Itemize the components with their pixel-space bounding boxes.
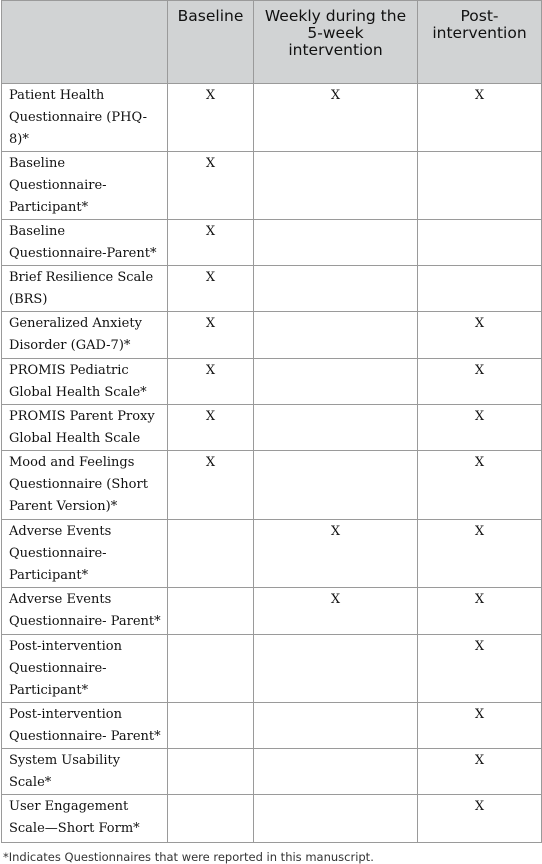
baseline-cell xyxy=(168,749,254,795)
weekly-cell xyxy=(254,152,418,220)
post-cell: X xyxy=(418,703,542,749)
header-weekly: Weekly during the 5-week intervention xyxy=(254,1,418,84)
table-row xyxy=(2,451,542,520)
post-cell xyxy=(418,152,542,220)
instrument-name: User Engagement Scale—Short Form* xyxy=(2,795,168,843)
table-row xyxy=(2,795,542,843)
post-cell: X xyxy=(418,359,542,405)
weekly-cell xyxy=(254,795,418,843)
weekly-cell xyxy=(254,266,418,312)
table-body xyxy=(2,84,542,843)
table-row xyxy=(2,84,542,152)
post-cell: X xyxy=(418,749,542,795)
baseline-cell xyxy=(168,588,254,635)
post-cell: X xyxy=(418,520,542,588)
instrument-name: Mood and Feelings Questionnaire (Short Parent Version)* xyxy=(2,451,168,520)
baseline-cell: X xyxy=(168,266,254,312)
baseline-cell: X xyxy=(168,312,254,359)
post-cell xyxy=(418,220,542,266)
instrument-name: Baseline Questionnaire-Participant* xyxy=(2,152,168,220)
schedule-table xyxy=(1,0,542,843)
header-baseline: Baseline xyxy=(168,1,254,84)
baseline-cell: X xyxy=(168,405,254,451)
table-row xyxy=(2,405,542,451)
post-cell: X xyxy=(418,795,542,843)
instrument-name: PROMIS Parent Proxy Global Health Scale xyxy=(2,405,168,451)
weekly-cell xyxy=(254,635,418,703)
baseline-cell xyxy=(168,703,254,749)
instrument-name: Generalized Anxiety Disorder (GAD-7)* xyxy=(2,312,168,359)
header-instrument xyxy=(2,1,168,84)
weekly-cell xyxy=(254,220,418,266)
table-row xyxy=(2,520,542,588)
instrument-name: System Usability Scale* xyxy=(2,749,168,795)
weekly-cell xyxy=(254,312,418,359)
weekly-cell xyxy=(254,749,418,795)
instrument-name: Patient Health Questionnaire (PHQ-8)* xyxy=(2,84,168,152)
post-cell xyxy=(418,266,542,312)
table-row xyxy=(2,220,542,266)
weekly-cell xyxy=(254,359,418,405)
weekly-cell: X xyxy=(254,520,418,588)
baseline-cell: X xyxy=(168,451,254,520)
footnote: *Indicates Questionnaires that were reported in this manuscript. xyxy=(3,850,374,864)
instrument-name: Adverse Events Questionnaire- Parent* xyxy=(2,588,168,635)
baseline-cell xyxy=(168,635,254,703)
table-row xyxy=(2,635,542,703)
header-row xyxy=(2,1,542,84)
post-cell: X xyxy=(418,635,542,703)
table-row xyxy=(2,749,542,795)
post-cell: X xyxy=(418,451,542,520)
baseline-cell: X xyxy=(168,152,254,220)
instrument-name: Post-intervention Questionnaire-Participant* xyxy=(2,635,168,703)
baseline-cell xyxy=(168,795,254,843)
baseline-cell: X xyxy=(168,220,254,266)
baseline-cell xyxy=(168,520,254,588)
post-cell: X xyxy=(418,405,542,451)
post-cell: X xyxy=(418,588,542,635)
table-row xyxy=(2,266,542,312)
instrument-name: Baseline Questionnaire-Parent* xyxy=(2,220,168,266)
table-row xyxy=(2,152,542,220)
post-cell: X xyxy=(418,84,542,152)
baseline-cell: X xyxy=(168,359,254,405)
weekly-cell xyxy=(254,703,418,749)
weekly-cell: X xyxy=(254,84,418,152)
instrument-name: Adverse Events Questionnaire-Participant* xyxy=(2,520,168,588)
instrument-name: Post-intervention Questionnaire- Parent* xyxy=(2,703,168,749)
table-row xyxy=(2,312,542,359)
weekly-cell xyxy=(254,451,418,520)
weekly-cell xyxy=(254,405,418,451)
post-cell: X xyxy=(418,312,542,359)
instrument-name: Brief Resilience Scale (BRS) xyxy=(2,266,168,312)
weekly-cell: X xyxy=(254,588,418,635)
table-row xyxy=(2,703,542,749)
table-row xyxy=(2,588,542,635)
header-post: Post-intervention xyxy=(418,1,542,84)
instrument-name: PROMIS Pediatric Global Health Scale* xyxy=(2,359,168,405)
baseline-cell: X xyxy=(168,84,254,152)
table-row xyxy=(2,359,542,405)
